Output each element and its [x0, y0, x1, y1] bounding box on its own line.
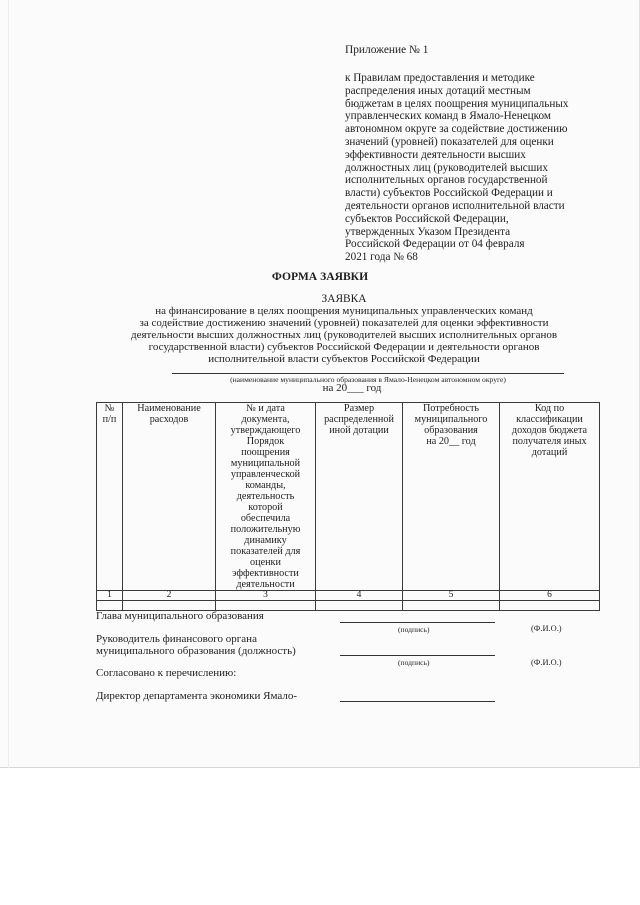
table-cell[interactable]	[216, 601, 316, 611]
appendix-line: власти) субъектов Российской Федерации и	[345, 187, 553, 200]
table-cell[interactable]	[403, 601, 500, 611]
subtitle-line: деятельности высших должностных лиц (руководителей высших исполнительных органов	[130, 329, 558, 341]
col-header-subsidy-size: Размер распределенной иной дотации	[316, 403, 403, 591]
col-header-expense-name: Наименование расходов	[123, 403, 216, 591]
finance-signature-line[interactable]	[340, 655, 495, 656]
appendix-line: субъектов Российской Федерации,	[345, 212, 509, 225]
director-signature-line[interactable]	[340, 701, 495, 702]
form-title: ФОРМА ЗАЯВКИ	[271, 270, 369, 283]
finance-label-2: муниципального образования (должность)	[96, 645, 296, 657]
column-number: 4	[316, 591, 403, 601]
head-label: Глава муниципального образования	[96, 610, 264, 622]
table-row	[97, 601, 600, 611]
appendix-line: распределения иных дотаций местным	[345, 84, 531, 97]
appendix-line: 2021 года № 68	[345, 251, 418, 264]
col-header-document: № и дата документа, утверждающего Порядок поощрения муниципальной управленческой команды, деятельность которой обеспечила положительную динамику показателей для оценки эффективности деятельности	[216, 403, 316, 591]
municipality-name-caption: (наименование муниципального образования в Ямало-Ненецком автономном округе)	[230, 375, 506, 384]
table-cell[interactable]	[316, 601, 403, 611]
appendix-line: эффективности деятельности высших	[345, 148, 526, 161]
col-header-number: № п/п	[97, 403, 123, 591]
appendix-line: Российской Федерации от 04 февраля	[345, 238, 525, 251]
column-number: 5	[403, 591, 500, 601]
appendix-title: Приложение № 1	[345, 44, 429, 56]
head-signature-caption: (подпись)	[398, 625, 430, 634]
appendix-line: бюджетам в целях поощрения муниципальных	[345, 97, 569, 110]
table-header-row	[97, 403, 600, 591]
finance-label-1: Руководитель финансового органа	[96, 633, 257, 645]
appendix-line: к Правилам предоставления и методике	[345, 72, 535, 84]
appendix-line: исполнительных органов государственной	[345, 174, 548, 187]
head-signature-line[interactable]	[340, 622, 495, 623]
appendix-line: управленческих команд в Ямало-Ненецком	[345, 110, 551, 123]
appendix-line: значений (уровней) показателей для оценки	[345, 135, 554, 148]
col-header-budget-code: Код по классификации доходов бюджета получателя иных дотаций	[500, 403, 600, 591]
appendix-body	[345, 72, 568, 264]
finance-fio-caption: (Ф.И.О.)	[531, 658, 562, 667]
appendix-line: утвержденных Указом Президента	[345, 225, 511, 238]
head-fio-caption: (Ф.И.О.)	[531, 624, 562, 633]
municipality-name-line[interactable]	[172, 373, 564, 374]
table-cell[interactable]	[500, 601, 600, 611]
appendix-line: деятельности органов исполнительной власти	[345, 199, 565, 212]
finance-signature-caption: (подпись)	[398, 658, 430, 667]
agreed-label: Согласовано к перечислению:	[96, 667, 237, 679]
table-cell[interactable]	[97, 601, 123, 611]
column-number: 1	[97, 591, 123, 601]
subtitle-line: государственной власти) субъектов Российской Федерации и деятельности органов	[148, 341, 540, 353]
subtitle-line: на финансирование в целях поощрения муниципальных управленческих команд	[155, 305, 533, 317]
funding-table	[96, 402, 600, 611]
application-heading: ЗАЯВКА	[321, 293, 367, 305]
appendix-line: автономном округе за содействие достижению	[345, 123, 568, 136]
column-number: 3	[216, 591, 316, 601]
subtitle-line: исполнительной власти субъектов Российской Федерации	[208, 353, 480, 365]
table-cell[interactable]	[123, 601, 216, 611]
col-header-need: Потребность муниципального образования на 20__ год	[403, 403, 500, 591]
column-number: 6	[500, 591, 600, 601]
year-line: на 20___ год	[322, 382, 382, 394]
table-number-row	[97, 591, 600, 601]
appendix-line: должностных лиц (руководителей высших	[345, 161, 548, 174]
application-subtitle	[100, 305, 588, 365]
column-number: 2	[123, 591, 216, 601]
subtitle-line: за содействие достижению значений (уровней) показателей для оценки эффективности	[139, 317, 549, 329]
director-label: Директор департамента экономики Ямало-	[96, 690, 297, 702]
